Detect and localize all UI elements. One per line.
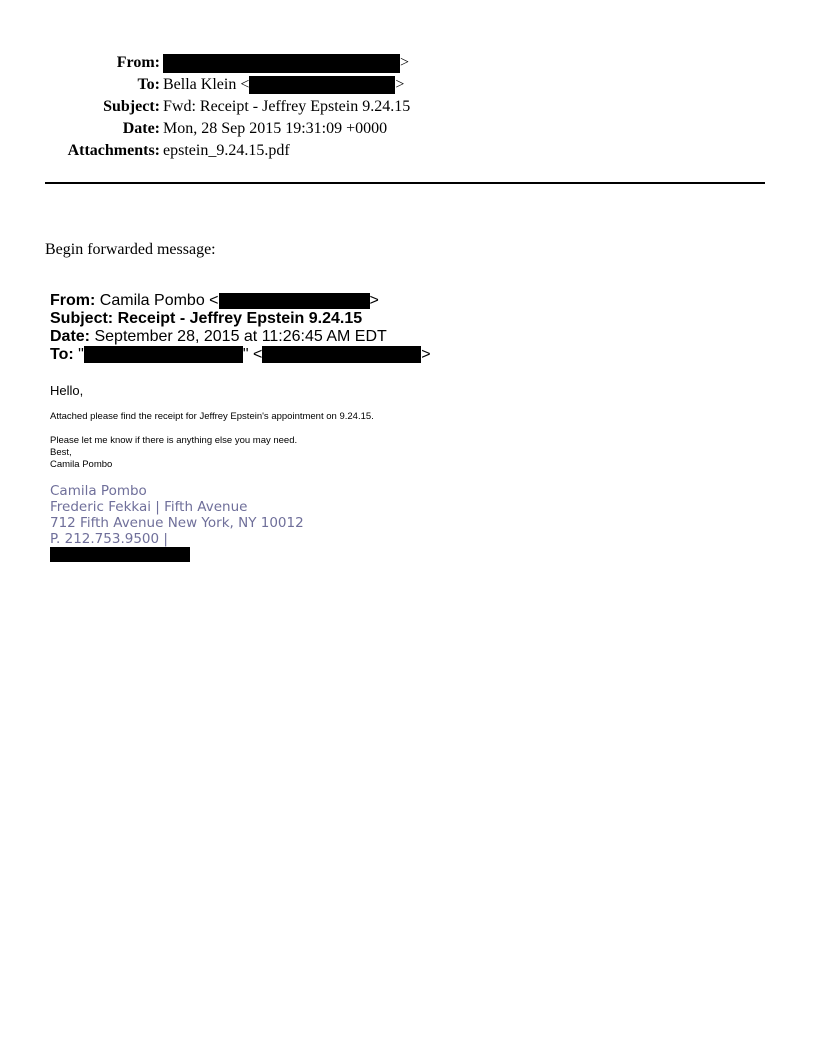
header-date-value: Mon, 28 Sep 2015 19:31:09 +0000 [163, 120, 388, 137]
header-attachments-row [0, 141, 816, 161]
redaction-block [219, 293, 370, 309]
header-date-row [0, 119, 816, 139]
fwd-to-open-quote: " [78, 346, 84, 363]
header-from-suffix: > [400, 54, 410, 71]
fwd-to-suffix: > [421, 346, 431, 363]
header-to-value [163, 75, 404, 95]
fwd-subject-row [50, 310, 362, 328]
redaction-block [249, 76, 395, 94]
header-attachments-label: Attachments: [67, 142, 160, 159]
fwd-date-label: Date: [50, 328, 91, 345]
header-from-row [0, 53, 816, 73]
header-subject-value: Fwd: Receipt - Jeffrey Epstein 9.24.15 [163, 98, 411, 115]
redaction-block [163, 54, 400, 73]
header-subject-label: Subject: [103, 98, 160, 115]
fwd-to-label: To: [50, 346, 74, 363]
redaction-block [84, 346, 243, 363]
body-signoff: Camila Pombo [50, 459, 113, 470]
fwd-to-row [50, 346, 431, 364]
header-subject-row [0, 97, 816, 117]
attachment-link[interactable]: epstein_9.24.15.pdf [163, 142, 290, 159]
header-to-name: Bella Klein < [163, 76, 250, 93]
body-line-1: Attached please find the receipt for Jeffrey Epstein's appointment on 9.24.15. [50, 411, 374, 422]
fwd-from-label: From: [50, 292, 96, 309]
header-to-label: To: [137, 76, 160, 93]
header-divider [45, 182, 765, 184]
body-line-2: Please let me know if there is anything else you may need. [50, 435, 298, 446]
header-to-suffix: > [395, 76, 405, 93]
fwd-date-row [50, 328, 387, 346]
header-from-value [163, 53, 409, 73]
header-date-label: Date: [122, 120, 160, 137]
redaction-block [50, 547, 190, 562]
fwd-to-mid: " < [242, 346, 263, 363]
fwd-date-value: September 28, 2015 at 11:26:45 AM EDT [94, 328, 387, 345]
fwd-from-row [50, 292, 379, 310]
header-to-row [0, 75, 816, 95]
fwd-from-suffix: > [369, 292, 379, 309]
header-from-label: From: [116, 54, 160, 71]
begin-forwarded-label: Begin forwarded message: [45, 241, 216, 258]
fwd-from-name: Camila Pombo < [99, 292, 219, 309]
body-closing: Best, [50, 447, 72, 458]
fwd-subject-value: Receipt - Jeffrey Epstein 9.24.15 [117, 310, 363, 327]
body-greeting: Hello, [50, 383, 84, 398]
redaction-block [262, 346, 421, 363]
signature-name: Camila Pombo [50, 483, 147, 499]
signature-address: 712 Fifth Avenue New York, NY 10012 [50, 515, 304, 531]
signature-phone: P. 212.753.9500 | [50, 531, 168, 547]
fwd-subject-label: Subject: [50, 310, 114, 327]
signature-company: Frederic Fekkai | Fifth Avenue [50, 499, 248, 515]
